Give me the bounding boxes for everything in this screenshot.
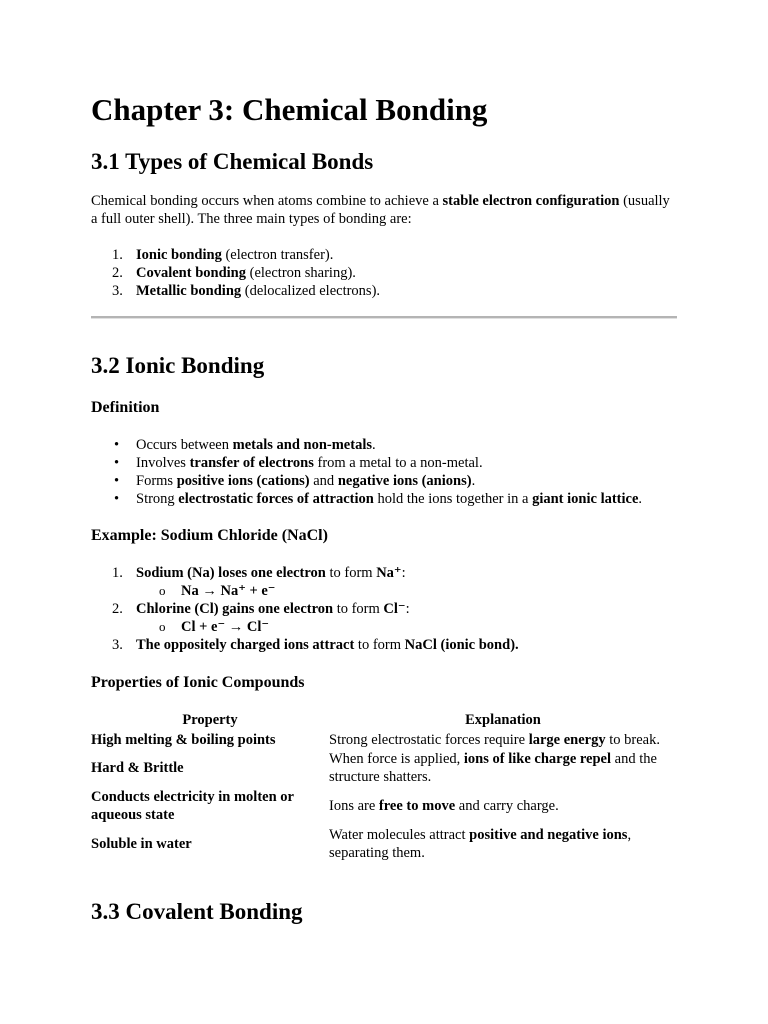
list-item <box>91 264 677 282</box>
step-bold: Sodium (Na) loses one electron <box>136 565 326 581</box>
sub-list-item <box>91 618 677 636</box>
list-item-text: (electron transfer). <box>221 247 334 263</box>
step-bold: NaCl (ionic bond). <box>404 637 519 653</box>
table-row <box>91 787 677 825</box>
list-item <box>91 600 677 636</box>
section-3-1-heading: 3.1 Types of Chemical Bonds <box>91 149 374 174</box>
list-number: 1. <box>112 247 123 263</box>
table-cell-property: Hard & Brittle <box>91 760 184 776</box>
section-3-3-heading: 3.3 Covalent Bonding <box>91 899 303 924</box>
table-cell-explanation <box>329 731 677 749</box>
sub-bullet-icon: o <box>159 583 166 598</box>
table-header-row <box>91 710 677 731</box>
table-cell-property: High melting & boiling points <box>91 732 276 748</box>
step-text: to form <box>354 637 405 653</box>
step-bold: Na⁺ <box>376 565 402 581</box>
bullet-bold: metals and non-metals <box>232 437 372 453</box>
table-row <box>91 825 677 863</box>
cell-text: and carry charge. <box>455 798 559 814</box>
step-bold: The oppositely charged ions attract <box>136 637 355 653</box>
example-heading: Example: Sodium Chloride (NaCl) <box>91 527 328 544</box>
bullet-dot-icon: • <box>114 473 120 489</box>
list-number: 3. <box>112 637 123 653</box>
section-3-1-intro <box>91 192 677 228</box>
cell-text: When force is applied, <box>329 751 464 767</box>
bullet-text: and <box>309 473 338 489</box>
bullet-item <box>91 436 677 454</box>
table-cell-explanation <box>329 749 677 787</box>
bullet-dot-icon: • <box>114 491 120 507</box>
table-cell-property: Conducts electricity in molten or aqueous state <box>91 789 294 823</box>
list-item-bold: Ionic bonding <box>136 247 222 263</box>
bullet-item <box>91 454 677 472</box>
cell-text: to break. <box>605 732 660 748</box>
table-cell-explanation <box>329 825 677 863</box>
cell-bold: positive and negative ions <box>469 827 628 843</box>
bullet-text: . <box>471 473 476 489</box>
bullet-bold: transfer of electrons <box>189 455 314 471</box>
bullet-bold: positive ions (cations) <box>176 473 310 489</box>
list-number: 3. <box>112 283 123 299</box>
list-number: 2. <box>112 265 123 281</box>
bond-types-list <box>91 246 677 300</box>
horizontal-divider <box>91 316 677 319</box>
chapter-title: Chapter 3: Chemical Bonding <box>91 92 488 127</box>
bullet-text: Occurs between <box>136 437 233 453</box>
equation: Na → Na⁺ + e⁻ <box>181 583 276 599</box>
bullet-text: . <box>638 491 643 507</box>
list-number: 2. <box>112 601 123 617</box>
section-3-2-heading: 3.2 Ionic Bonding <box>91 353 265 378</box>
bullet-item <box>91 472 677 490</box>
bullet-text: Forms <box>136 473 177 489</box>
cell-text: , separating them. <box>329 827 632 861</box>
cell-bold: free to move <box>378 798 456 814</box>
list-item-text: (delocalized electrons). <box>241 283 381 299</box>
bullet-text: hold the ions together in a <box>373 491 533 507</box>
definition-bullets <box>91 436 677 508</box>
step-text: : <box>401 565 406 581</box>
cell-bold: ions of like charge repel <box>463 751 612 767</box>
table-header-property: Property <box>182 712 238 728</box>
cell-text: Ions are <box>329 798 379 814</box>
bullet-item <box>91 490 677 508</box>
table-row <box>91 749 677 787</box>
sub-list-item <box>91 582 677 600</box>
bullet-bold: negative ions (anions) <box>337 473 472 489</box>
cell-text: Water molecules attract <box>329 827 470 843</box>
table-header-explanation: Explanation <box>465 712 541 728</box>
cell-bold: large energy <box>528 732 606 748</box>
cell-text: and the structure shatters. <box>329 751 657 785</box>
bullet-text: . <box>372 437 376 453</box>
list-item <box>91 564 677 600</box>
step-bold: Chlorine (Cl) gains one electron <box>136 601 334 617</box>
intro-text-end: (usually a full outer shell). The three main types of bonding are: <box>91 193 670 227</box>
bullet-text: from a metal to a non-metal. <box>313 455 483 471</box>
list-item-text: (electron sharing). <box>246 265 356 281</box>
bullet-dot-icon: • <box>114 437 120 453</box>
table-cell-explanation <box>329 787 677 825</box>
list-item <box>91 282 677 300</box>
bullet-text: Involves <box>136 455 190 471</box>
step-text: to form <box>325 565 377 581</box>
bullet-text: Strong <box>136 491 179 507</box>
table-row <box>91 731 677 749</box>
definition-heading: Definition <box>91 399 160 416</box>
table-cell-property: Soluble in water <box>91 836 192 852</box>
step-text: : <box>405 601 410 617</box>
intro-text: Chemical bonding occurs when atoms combine to achieve a <box>91 193 443 209</box>
bullet-bold: electrostatic forces of attraction <box>178 491 374 507</box>
list-item <box>91 246 677 264</box>
step-text: to form <box>333 601 384 617</box>
step-bold: Cl⁻ <box>383 601 406 617</box>
list-item-bold: Covalent bonding <box>136 265 246 281</box>
intro-bold: stable electron configuration <box>442 193 620 209</box>
sub-bullet-icon: o <box>159 619 166 634</box>
cell-text: Strong electrostatic forces require <box>329 732 529 748</box>
bullet-dot-icon: • <box>114 455 120 471</box>
list-number: 1. <box>112 565 123 581</box>
list-item <box>91 636 677 654</box>
bullet-bold: giant ionic lattice <box>532 491 639 507</box>
properties-heading: Properties of Ionic Compounds <box>91 674 305 691</box>
equation: Cl + e⁻ → Cl⁻ <box>181 619 270 635</box>
example-steps-list <box>91 564 677 654</box>
properties-table <box>91 710 677 863</box>
list-item-bold: Metallic bonding <box>136 283 242 299</box>
